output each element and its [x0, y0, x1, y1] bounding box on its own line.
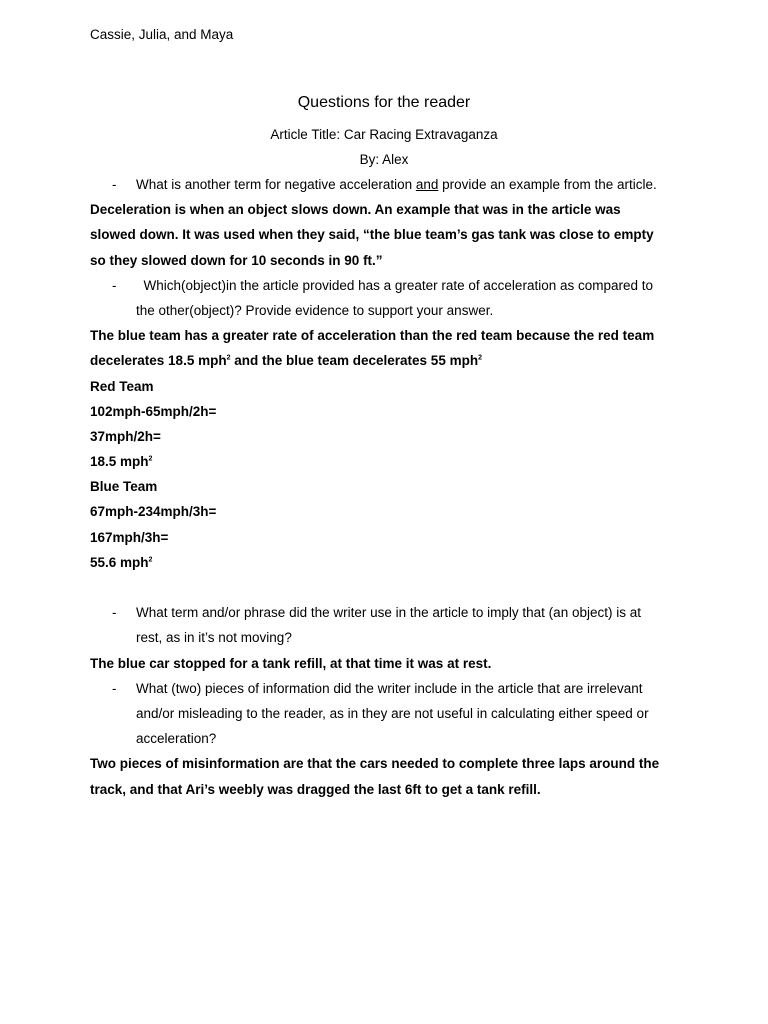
answer-1-line: Deceleration is when an object slows down. An example that was in the article was [90, 202, 621, 218]
answer-4-line: track, and that Ari’s weebly was dragged the last 6ft to get a tank refill. [90, 781, 541, 797]
question-4-line: and/or misleading to the reader, as in they are not useful in calculating either speed or [136, 705, 649, 721]
blue-team-result [90, 550, 694, 575]
superscript: 2 [148, 455, 153, 463]
question-dash: - [112, 277, 117, 293]
document-body [90, 172, 694, 802]
superscript: 2 [148, 556, 153, 564]
question-4 [90, 676, 694, 701]
question-4-line: acceleration? [136, 731, 217, 747]
document-title: Questions for the reader [297, 94, 471, 111]
superscript: 2 [478, 354, 482, 362]
question-1-underlined-word: and [415, 177, 439, 192]
answer-4-line: Two pieces of misinformation are that the cars needed to complete three laps around the [90, 756, 660, 772]
blue-team-label: Blue Team [90, 479, 158, 495]
question-dash: - [112, 605, 117, 621]
superscript: 2 [226, 354, 231, 362]
red-team-label: Red Team [90, 378, 154, 394]
question-1-text-after: provide an example from the article. [438, 177, 657, 192]
question-3 [90, 600, 694, 625]
question-dash: - [112, 680, 117, 696]
article-title: Article Title: Car Racing Extravaganza [270, 127, 498, 142]
answer-2-line: The blue team has a greater rate of acceleration than the red team because the red team [90, 328, 655, 344]
blue-team-calc: 167mph/3h= [90, 529, 169, 545]
question-4-line: What (two) pieces of information did the writer include in the article that are irrelevant [136, 680, 643, 696]
question-dash: - [112, 177, 117, 192]
authors-header: Cassie, Julia, and Maya [90, 27, 234, 42]
spacer [90, 575, 694, 600]
red-team-result-value: 18.5 mph [90, 454, 149, 470]
question-3-line: rest, as in it’s not moving? [136, 630, 292, 646]
question-3-line: What term and/or phrase did the writer use in the article to imply that (an object) is at [136, 605, 641, 621]
answer-2-part-b: and the blue team decelerates 55 mph [230, 353, 479, 369]
byline: By: Alex [359, 152, 409, 167]
answer-3-line: The blue car stopped for a tank refill, at that time it was at rest. [90, 655, 492, 671]
question-1 [90, 172, 694, 197]
question-2-line: the other(object)? Provide evidence to support your answer. [136, 302, 494, 318]
red-team-calc: 37mph/2h= [90, 428, 161, 444]
answer-1-line: slowed down. It was used when they said, “the blue team’s gas tank was close to empty [90, 227, 654, 243]
answer-1-line: so they slowed down for 10 seconds in 90 ft.” [90, 252, 383, 268]
question-2-line: Which(object)in the article provided has a greater rate of acceleration as compared to [136, 277, 654, 293]
question-1-text-before: What is another term for negative acceleration [136, 177, 416, 192]
answer-2-part-a: decelerates 18.5 mph [90, 353, 227, 369]
question-2 [90, 273, 694, 298]
red-team-result [90, 449, 694, 474]
red-team-calc: 102mph-65mph/2h= [90, 403, 217, 419]
blue-team-calc: 67mph-234mph/3h= [90, 504, 217, 520]
answer-2-line [90, 348, 694, 373]
blue-team-result-value: 55.6 mph [90, 554, 149, 570]
